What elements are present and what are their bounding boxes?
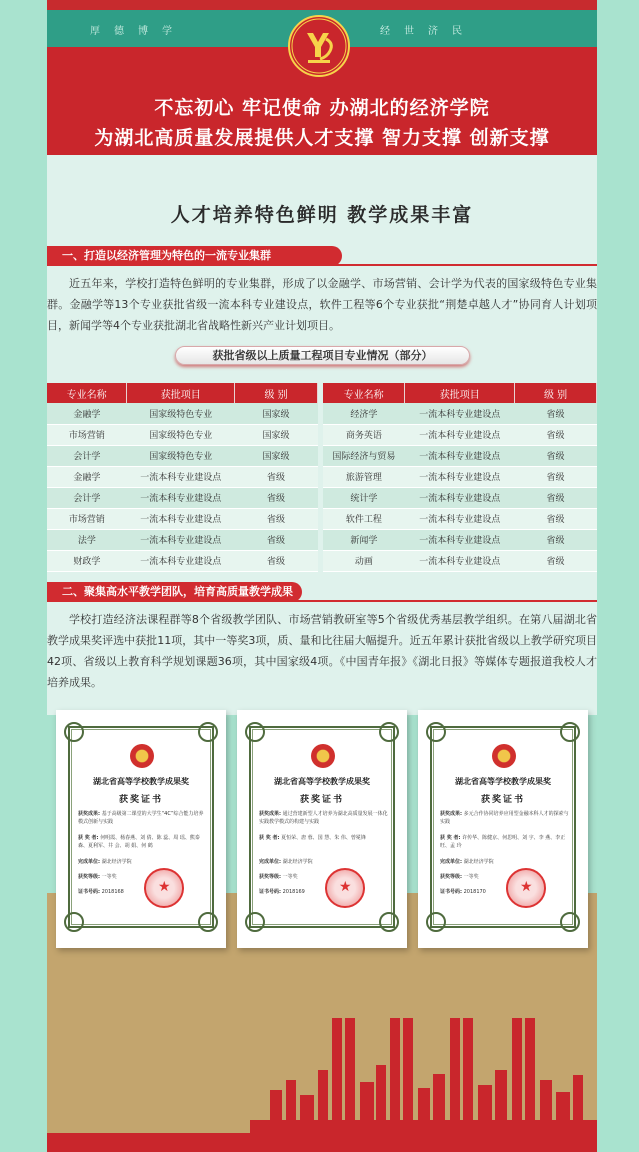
university-logo-icon	[288, 15, 350, 77]
corner-ornament-icon	[198, 722, 218, 742]
section2-divider	[47, 600, 597, 602]
certificate-subtitle: 获奖证书	[299, 795, 344, 805]
col-header-project: 获批项目	[127, 383, 235, 403]
table-row	[323, 529, 597, 550]
certificate-subtitle: 获奖证书	[480, 795, 525, 805]
motto-right: 经世济民	[380, 26, 476, 37]
table-title: 获批省级以上质量工程项目专业情况（部分）	[175, 346, 470, 365]
corner-ornament-icon	[64, 912, 84, 932]
official-seal-icon	[325, 868, 365, 908]
table-row	[47, 445, 318, 466]
col-header-project: 获批项目	[405, 383, 515, 403]
table-row	[323, 508, 597, 529]
project-cell: 国家级特色专业	[127, 424, 235, 445]
level-cell: 省级	[515, 508, 597, 529]
corner-ornament-icon	[560, 912, 580, 932]
corner-ornament-icon	[426, 912, 446, 932]
table-row	[47, 403, 318, 424]
table-row	[323, 550, 597, 571]
major-cell: 经济学	[323, 403, 405, 424]
certificate-people: 获 奖 者: 何明霞、杨春燕、刘 倩、陈 蕊、周 瑶、熊泰森、夏利军、井 会、胡 娟、何 鹤	[78, 835, 200, 849]
major-cell: 新闻学	[323, 529, 405, 550]
header-line-2: 为湖北高质量发展提供人才支撑 智力支撑 创新支撑	[94, 127, 550, 149]
project-cell: 一流本科专业建设点	[127, 529, 235, 550]
level-cell: 省级	[515, 466, 597, 487]
table-row	[47, 466, 318, 487]
certificate-unit: 完成单位: 湖北经济学院	[78, 859, 132, 865]
certificate-people: 获 奖 者: 夏恒荣、唐 蓉、国 慧、朱 伟、曾冕锋	[259, 835, 366, 841]
level-cell: 国家级	[235, 445, 318, 466]
certificate-grade: 获奖等级: 一等奖	[78, 874, 117, 880]
major-cell: 动画	[323, 550, 405, 571]
certificate-title: 湖北省高等学校教学成果奖	[93, 777, 189, 786]
award-certificate	[418, 710, 588, 948]
program-table-left	[47, 383, 318, 572]
table-row	[47, 529, 318, 550]
major-cell: 金融学	[47, 466, 127, 487]
level-cell: 省级	[515, 424, 597, 445]
level-cell: 省级	[235, 529, 318, 550]
level-cell: 省级	[515, 403, 597, 424]
certificate-title: 湖北省高等学校教学成果奖	[455, 777, 551, 786]
project-cell: 国家级特色专业	[127, 445, 235, 466]
award-certificate	[237, 710, 407, 948]
certificate-project: 获奖成果: 多元合作协同培养应用型金融本科人才的探索与实践	[440, 811, 569, 825]
table-row	[323, 487, 597, 508]
city-skyline-icon	[250, 970, 597, 1133]
official-seal-icon	[506, 868, 546, 908]
certificate-people: 获 奖 者: 许传华、陈健京、何思明、刘 宇、李 燕、李正旺、孟 玲	[440, 835, 566, 849]
national-emblem-icon	[311, 744, 335, 768]
level-cell: 国家级	[235, 424, 318, 445]
level-cell: 省级	[235, 487, 318, 508]
level-cell: 省级	[515, 487, 597, 508]
project-cell: 一流本科专业建设点	[127, 487, 235, 508]
table-row	[47, 487, 318, 508]
level-cell: 省级	[235, 508, 318, 529]
project-cell: 一流本科专业建设点	[405, 550, 515, 571]
level-cell: 省级	[235, 466, 318, 487]
header-line-1: 不忘初心 牢记使命 办湖北的经济学院	[154, 97, 490, 119]
table-row	[323, 466, 597, 487]
project-cell: 一流本科专业建设点	[127, 508, 235, 529]
certificate-grade: 获奖等级: 一等奖	[440, 874, 479, 880]
corner-ornament-icon	[245, 912, 265, 932]
corner-ornament-icon	[560, 722, 580, 742]
table-row	[47, 508, 318, 529]
certificate-number: 证书号码: 2018169	[259, 889, 305, 895]
col-header-major: 专业名称	[47, 383, 127, 403]
certificate-project: 获奖成果: 通过营建新型人才培养为湖北高质量发展一体化实践教学模式的构建与实践	[259, 811, 388, 825]
major-cell: 商务英语	[323, 424, 405, 445]
motto-left: 厚德博学	[90, 26, 186, 37]
corner-ornament-icon	[379, 722, 399, 742]
col-header-level: 级 别	[235, 383, 318, 403]
project-cell: 一流本科专业建设点	[405, 403, 515, 424]
certificate-subtitle: 获奖证书	[118, 795, 163, 805]
national-emblem-icon	[492, 744, 516, 768]
major-cell: 金融学	[47, 403, 127, 424]
corner-ornament-icon	[198, 912, 218, 932]
major-cell: 国际经济与贸易	[323, 445, 405, 466]
program-table-right	[323, 383, 597, 572]
project-cell: 一流本科专业建设点	[405, 487, 515, 508]
official-seal-icon	[144, 868, 184, 908]
col-header-level: 级 别	[515, 383, 597, 403]
major-cell: 市场营销	[47, 508, 127, 529]
table-row	[323, 445, 597, 466]
col-header-major: 专业名称	[323, 383, 405, 403]
project-cell: 国家级特色专业	[127, 403, 235, 424]
level-cell: 省级	[515, 529, 597, 550]
level-cell: 省级	[235, 550, 318, 571]
major-cell: 法学	[47, 529, 127, 550]
major-cell: 会计学	[47, 445, 127, 466]
major-cell: 软件工程	[323, 508, 405, 529]
project-cell: 一流本科专业建设点	[405, 445, 515, 466]
section1-divider	[47, 264, 597, 266]
certificate-unit: 完成单位: 湖北经济学院	[259, 859, 313, 865]
award-certificate	[56, 710, 226, 948]
top-red-strip	[47, 0, 597, 10]
table-row	[323, 403, 597, 424]
bottom-red-strip	[47, 1133, 597, 1152]
certificate-title: 湖北省高等学校教学成果奖	[274, 777, 370, 786]
level-cell: 国家级	[235, 403, 318, 424]
major-cell: 统计学	[323, 487, 405, 508]
section2-paragraph: 学校打造经济法课程群等8个省级教学团队、市场营销教研室等5个省级优秀基层教学组织。在第八届湖北省教学成果奖评选中获批11项，其中一等奖3项，质、量和比往届大幅提升。近五年累计获批省级以上教学研究项目42项、省级以上教育科学规划课题36项，其中国家级4项。《中国青年报》《湖北日报》等媒体专题报道我校人才培养成果。	[47, 613, 597, 689]
section1-paragraph: 近五年来，学校打造特色鲜明的专业集群，形成了以金融学、市场营销、会计学为代表的国家级特色专业集群。金融学等13个专业获批省级一流本科专业建设点，软件工程等6个专业获批“荆楚卓越人才”协同育人计划项目，新闻学等4个专业获批湖北省战略性新兴产业计划项目。	[47, 277, 597, 332]
certificate-unit: 完成单位: 湖北经济学院	[440, 859, 494, 865]
section1-title: 一、打造以经济管理为特色的一流专业集群	[47, 246, 342, 266]
main-title: 人才培养特色鲜明 教学成果丰富	[170, 204, 474, 226]
corner-ornament-icon	[245, 722, 265, 742]
major-cell: 会计学	[47, 487, 127, 508]
project-cell: 一流本科专业建设点	[127, 550, 235, 571]
major-cell: 市场营销	[47, 424, 127, 445]
project-cell: 一流本科专业建设点	[405, 508, 515, 529]
certificate-number: 证书号码: 2018170	[440, 889, 486, 895]
corner-ornament-icon	[64, 722, 84, 742]
table-row	[47, 550, 318, 571]
level-cell: 省级	[515, 445, 597, 466]
project-cell: 一流本科专业建设点	[127, 466, 235, 487]
section2-title: 二、聚集高水平教学团队，培育高质量教学成果	[47, 582, 302, 602]
table-row	[323, 424, 597, 445]
corner-ornament-icon	[426, 722, 446, 742]
major-cell: 旅游管理	[323, 466, 405, 487]
project-cell: 一流本科专业建设点	[405, 424, 515, 445]
certificate-grade: 获奖等级: 一等奖	[259, 874, 298, 880]
level-cell: 省级	[515, 550, 597, 571]
corner-ornament-icon	[379, 912, 399, 932]
certificate-project: 获奖成果: 基于高级第二课堂的大学生“4C”综合能力培养模式创新与实践	[78, 811, 204, 825]
project-cell: 一流本科专业建设点	[405, 529, 515, 550]
project-cell: 一流本科专业建设点	[405, 466, 515, 487]
major-cell: 财政学	[47, 550, 127, 571]
national-emblem-icon	[130, 744, 154, 768]
certificate-number: 证书号码: 2018168	[78, 889, 124, 895]
table-row	[47, 424, 318, 445]
